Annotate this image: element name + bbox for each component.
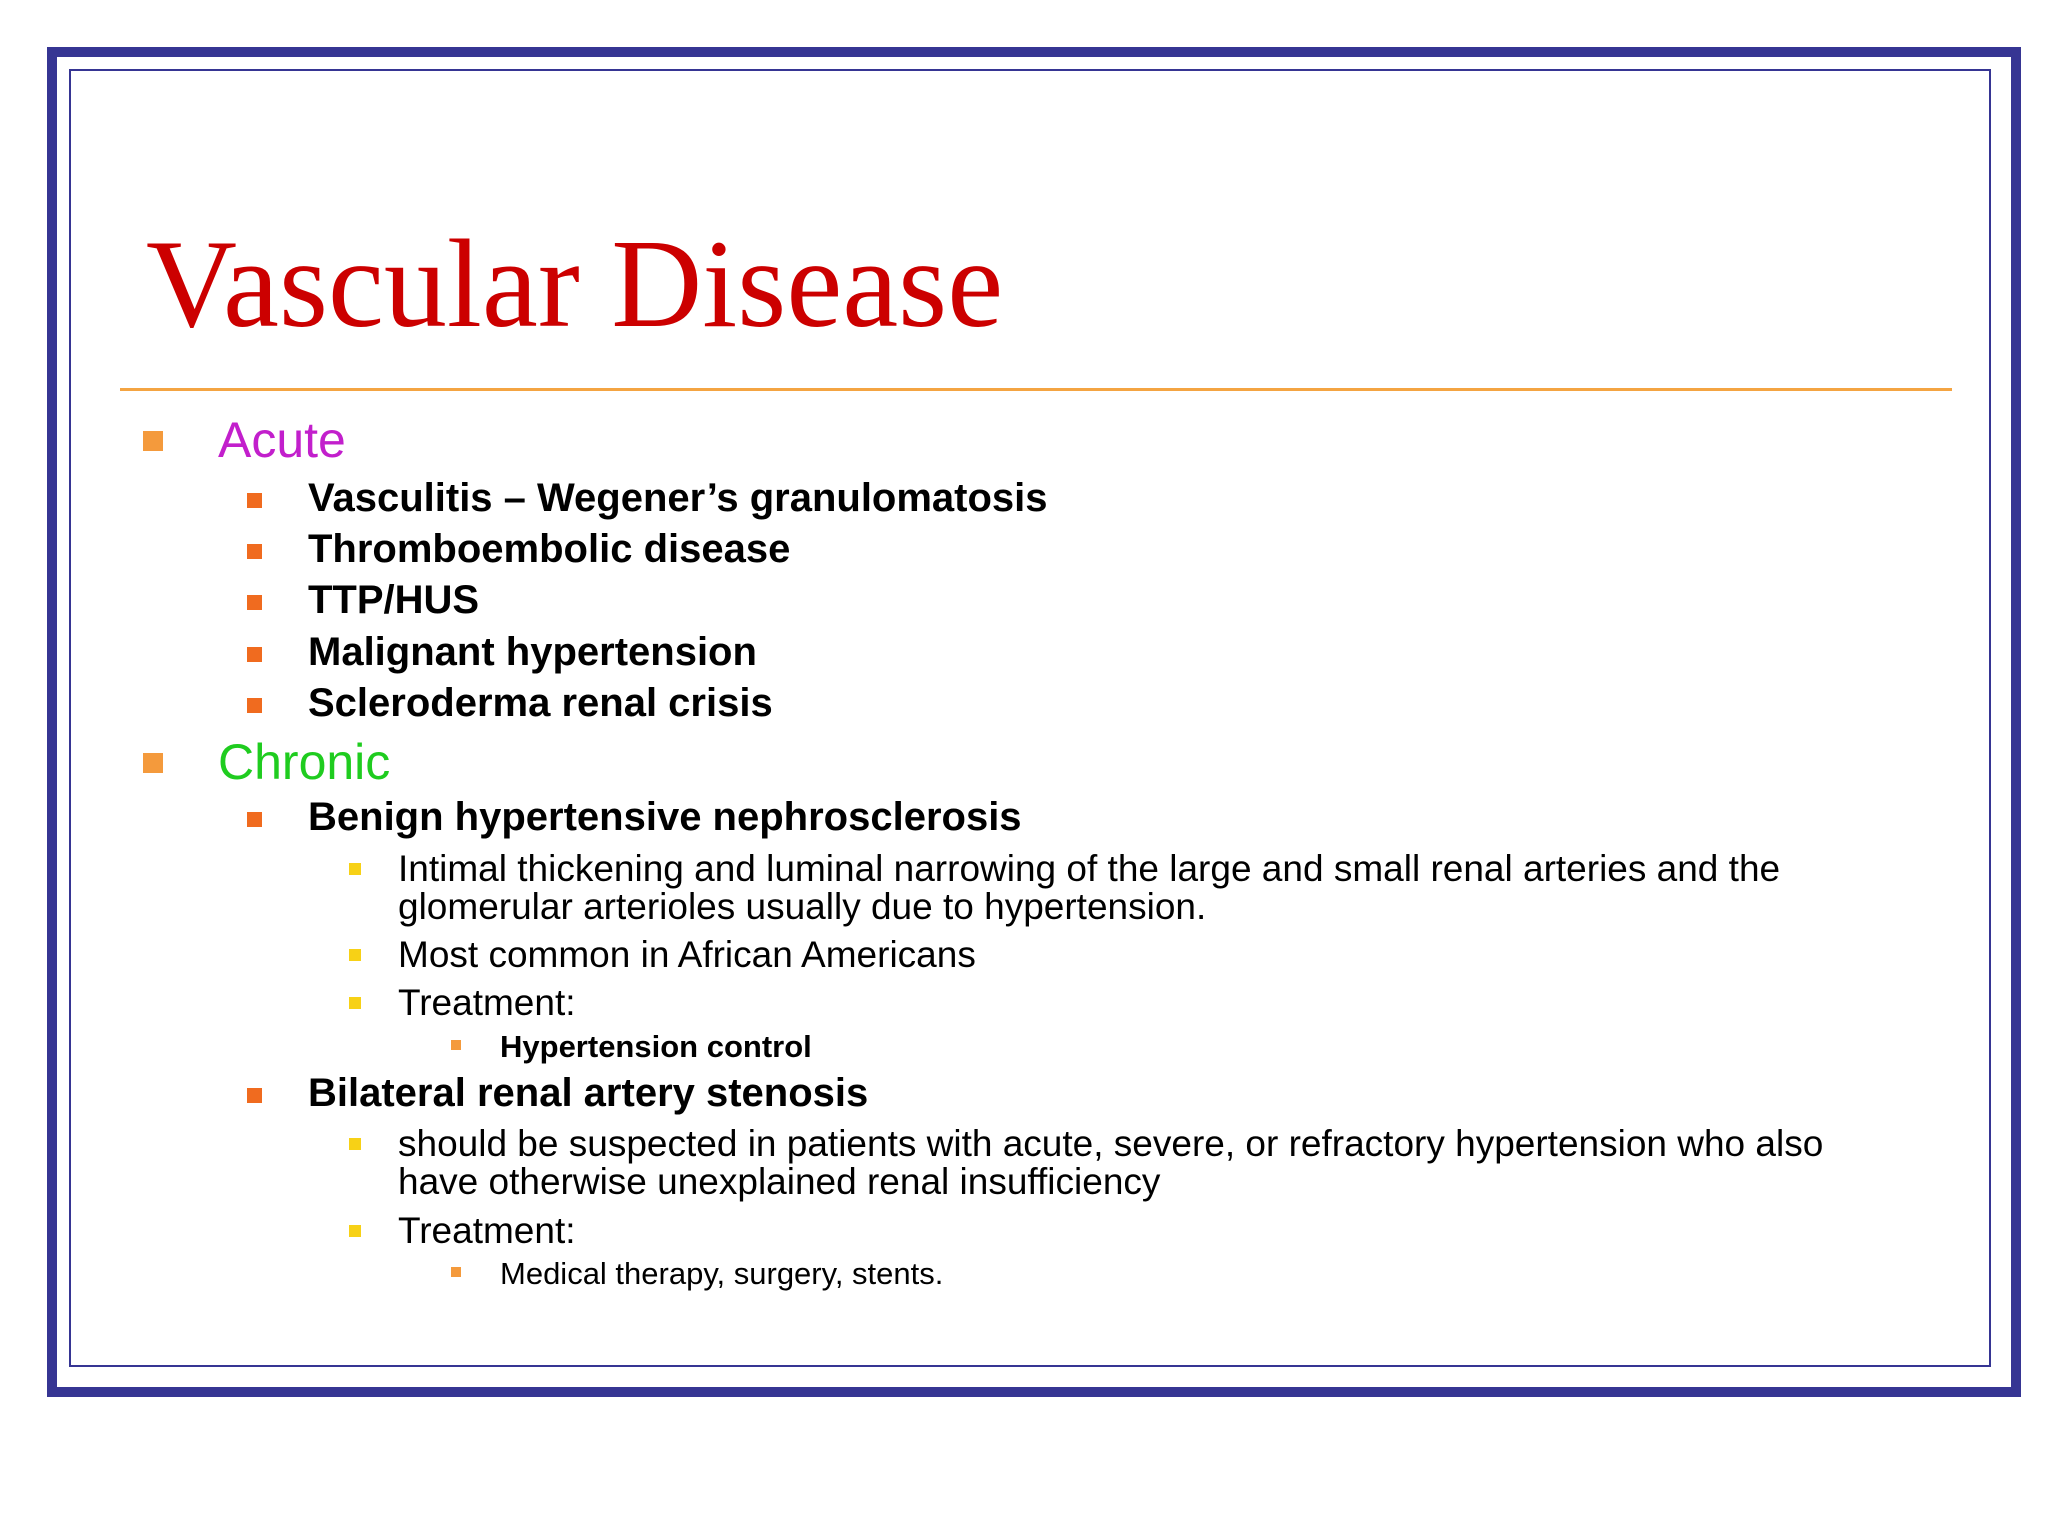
acute-item	[308, 627, 757, 677]
square-bullet-icon	[247, 647, 262, 662]
square-bullet-icon	[143, 753, 163, 773]
square-bullet-icon	[247, 698, 262, 713]
acute-item-text: Malignant hypertension	[308, 630, 757, 674]
detail-point	[398, 1211, 576, 1250]
detail-point-text: Treatment:	[398, 1210, 576, 1251]
square-bullet-icon	[349, 863, 361, 875]
detail-point-text: glomerular arterioles usually due to hypertension.	[398, 886, 1207, 927]
detail-point	[398, 849, 1780, 888]
detail-point-text: Treatment:	[398, 982, 576, 1023]
acute-item	[308, 575, 479, 625]
chronic-heading-text: Chronic	[218, 734, 391, 790]
square-bullet-icon	[247, 493, 262, 508]
detail-point	[398, 983, 576, 1022]
square-bullet-icon	[247, 544, 262, 559]
square-bullet-icon	[451, 1267, 461, 1277]
acute-item-text: TTP/HUS	[308, 578, 480, 622]
chronic-item-text: Bilateral renal artery stenosis	[308, 1071, 869, 1115]
detail-point-text: should be suspected in patients with acute, severe, or refractory hypertension who also	[398, 1123, 1824, 1164]
sub-point	[500, 1027, 812, 1067]
square-bullet-icon	[349, 1138, 361, 1150]
sub-point-text: Hypertension control	[500, 1029, 812, 1064]
acute-item-text: Thromboembolic disease	[308, 527, 791, 571]
square-bullet-icon	[143, 431, 163, 451]
chronic-item	[308, 1068, 868, 1118]
sub-point	[500, 1254, 943, 1294]
acute-item-text: Scleroderma renal crisis	[308, 681, 773, 725]
detail-point-continuation	[398, 1162, 1160, 1201]
chronic-heading	[218, 733, 390, 791]
acute-heading-text: Acute	[218, 412, 346, 468]
detail-point-continuation	[398, 887, 1206, 926]
square-bullet-icon	[451, 1040, 461, 1050]
acute-item	[308, 678, 773, 728]
square-bullet-icon	[349, 949, 361, 961]
square-bullet-icon	[247, 1088, 262, 1103]
square-bullet-icon	[247, 812, 262, 827]
detail-point-text: have otherwise unexplained renal insufficiency	[398, 1161, 1161, 1202]
acute-item-text: Vasculitis – Wegener’s granulomatosis	[308, 476, 1048, 520]
slide-title: Vascular Disease	[146, 215, 1004, 354]
acute-item	[308, 473, 1048, 523]
detail-point-text: Most common in African Americans	[398, 934, 976, 975]
detail-point	[398, 1124, 1823, 1163]
chronic-item	[308, 792, 1022, 842]
sub-point-text: Medical therapy, surgery, stents.	[500, 1256, 944, 1291]
detail-point-text: Intimal thickening and luminal narrowing of the large and small renal arteries and the	[398, 848, 1781, 889]
square-bullet-icon	[247, 595, 262, 610]
square-bullet-icon	[349, 1225, 361, 1237]
detail-point	[398, 935, 976, 974]
chronic-item-text: Benign hypertensive nephrosclerosis	[308, 795, 1022, 839]
acute-item	[308, 524, 790, 574]
acute-heading	[218, 411, 346, 469]
square-bullet-icon	[349, 997, 361, 1009]
